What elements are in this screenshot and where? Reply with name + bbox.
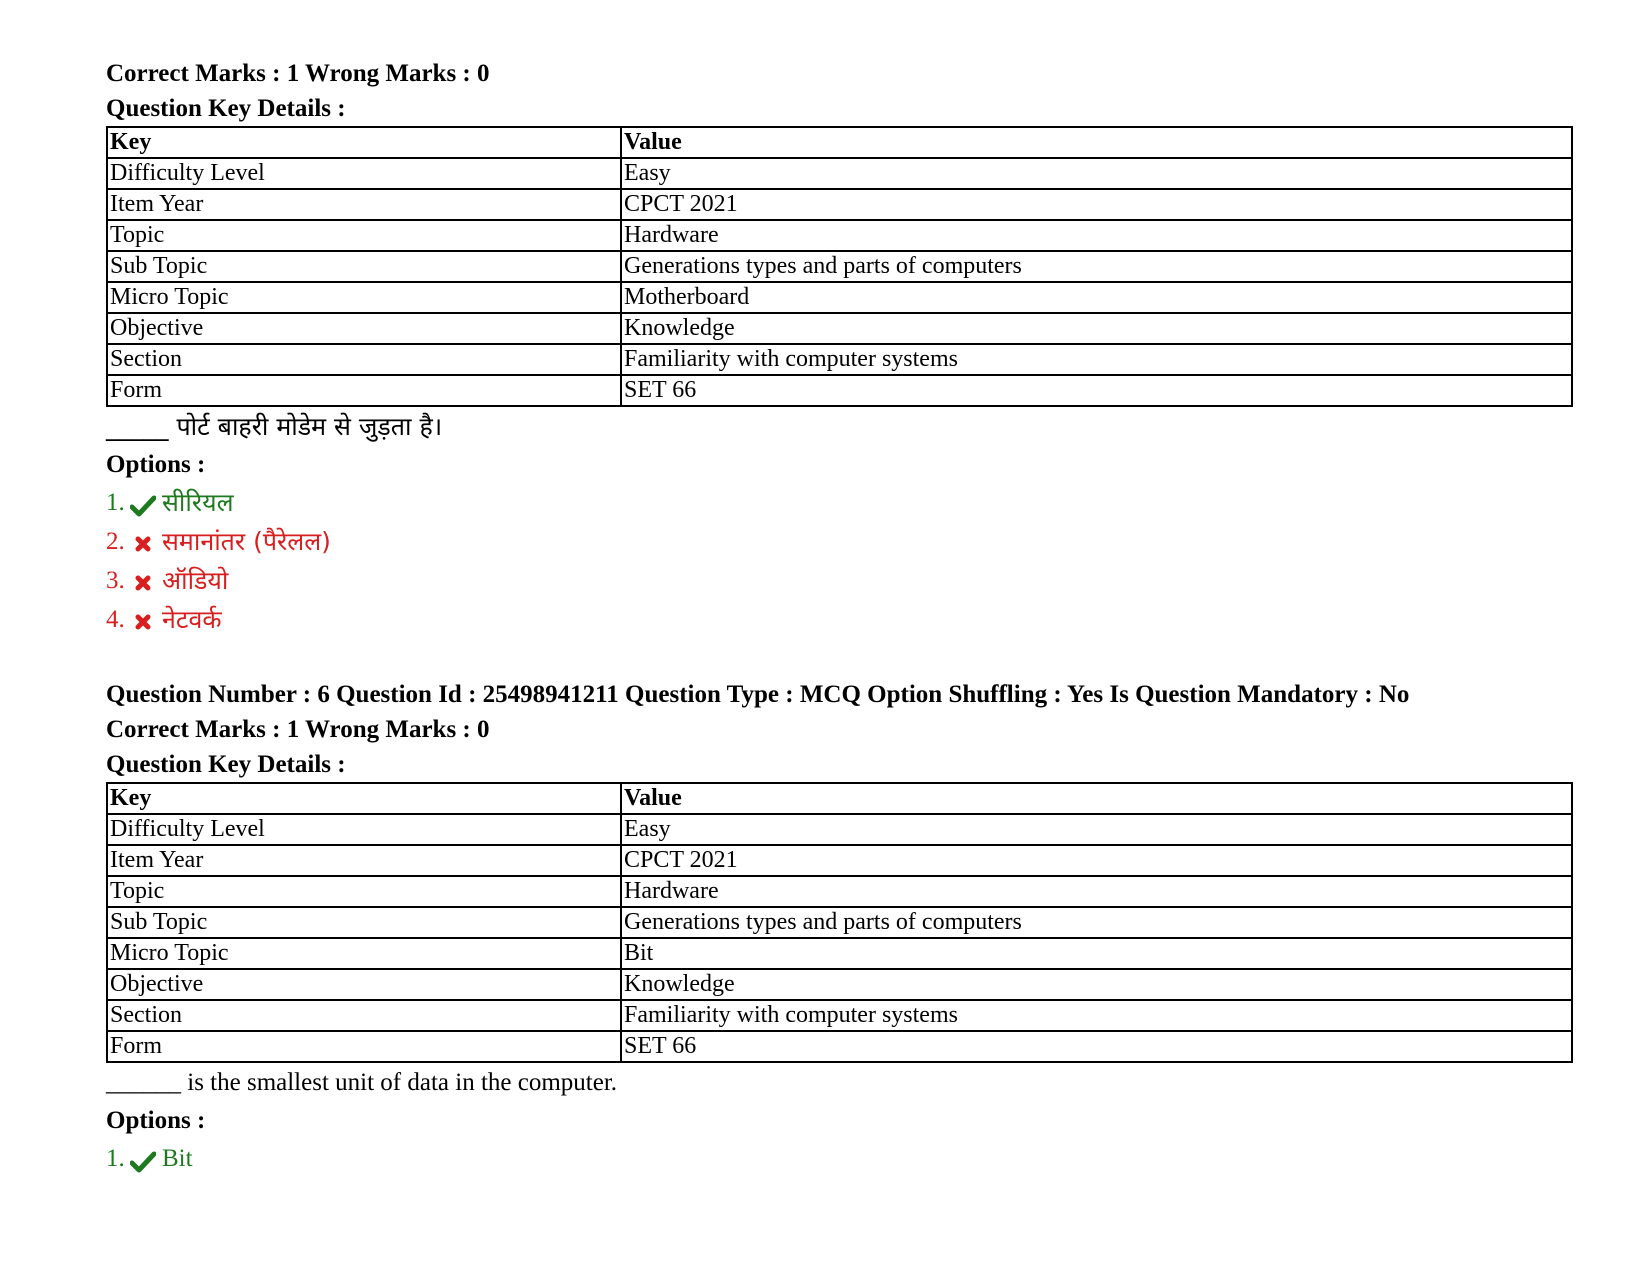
cross-icon — [130, 530, 158, 554]
option-text: समानांतर (पैरेलल) — [162, 527, 331, 556]
row-value: Familiarity with computer systems — [621, 1000, 1572, 1031]
row-key: Objective — [107, 969, 621, 1000]
row-key: Section — [107, 344, 621, 375]
row-value: Knowledge — [621, 313, 1572, 344]
question-text: ______ is the smallest unit of data in the computer. — [106, 1069, 618, 1096]
row-key: Form — [107, 375, 621, 406]
row-value: Familiarity with computer systems — [621, 344, 1572, 375]
table-header-row — [107, 783, 1572, 814]
header-key: Key — [107, 127, 621, 158]
option-1 — [106, 483, 1573, 522]
cross-icon — [130, 569, 158, 593]
row-key: Topic — [107, 876, 621, 907]
row-value: SET 66 — [621, 375, 1572, 406]
option-4 — [106, 600, 1573, 639]
question-block-5 — [106, 56, 1573, 639]
table-row — [107, 938, 1572, 969]
check-icon — [130, 491, 158, 515]
key-details-label: Question Key Details : — [106, 751, 346, 778]
row-value: Bit — [621, 938, 1572, 969]
table-row — [107, 189, 1572, 220]
row-key: Sub Topic — [107, 907, 621, 938]
row-key: Item Year — [107, 189, 621, 220]
row-value: Generations types and parts of computers — [621, 907, 1572, 938]
option-1 — [106, 1139, 1573, 1178]
table-row — [107, 344, 1572, 375]
header-value: Value — [621, 783, 1572, 814]
table-row — [107, 907, 1572, 938]
key-details-table — [106, 782, 1573, 1063]
table-row — [107, 1031, 1572, 1062]
option-number: 4. — [106, 606, 125, 633]
spacer — [106, 639, 1573, 677]
option-2 — [106, 522, 1573, 561]
option-text: नेटवर्क — [162, 605, 222, 634]
row-value: SET 66 — [621, 1031, 1572, 1062]
option-number: 3. — [106, 567, 125, 594]
page — [106, 56, 1573, 1178]
row-value: Easy — [621, 158, 1572, 189]
row-key: Micro Topic — [107, 282, 621, 313]
table-row — [107, 282, 1572, 313]
row-key: Difficulty Level — [107, 158, 621, 189]
row-key: Micro Topic — [107, 938, 621, 969]
row-key: Item Year — [107, 845, 621, 876]
row-key: Sub Topic — [107, 251, 621, 282]
option-number: 1. — [106, 489, 125, 516]
table-row — [107, 313, 1572, 344]
marks-line: Correct Marks : 1 Wrong Marks : 0 — [106, 60, 490, 87]
table-row — [107, 845, 1572, 876]
key-details-table — [106, 126, 1573, 407]
option-text: सीरियल — [162, 488, 234, 517]
header-value: Value — [621, 127, 1572, 158]
row-key: Difficulty Level — [107, 814, 621, 845]
row-value: Easy — [621, 814, 1572, 845]
option-number: 1. — [106, 1145, 125, 1172]
question-block-6 — [106, 677, 1573, 1178]
row-value: CPCT 2021 — [621, 845, 1572, 876]
question-header: Question Number : 6 Question Id : 25498941211 Question Type : MCQ Option Shuffling : Yes Is Question Mandatory : No — [106, 681, 1410, 708]
row-key: Section — [107, 1000, 621, 1031]
row-key: Form — [107, 1031, 621, 1062]
option-text: Bit — [162, 1145, 193, 1172]
row-key: Objective — [107, 313, 621, 344]
header-key: Key — [107, 783, 621, 814]
table-row — [107, 220, 1572, 251]
table-row — [107, 1000, 1572, 1031]
option-number: 2. — [106, 528, 125, 555]
table-row — [107, 876, 1572, 907]
options-label: Options : — [106, 1107, 206, 1134]
question-text: _____ पोर्ट बाहरी मोडेम से जुड़ता है। — [106, 412, 443, 441]
table-row — [107, 158, 1572, 189]
row-value: Hardware — [621, 876, 1572, 907]
option-text: ऑडियो — [162, 566, 229, 595]
marks-line: Correct Marks : 1 Wrong Marks : 0 — [106, 716, 490, 743]
key-details-label: Question Key Details : — [106, 95, 346, 122]
row-value: Generations types and parts of computers — [621, 251, 1572, 282]
row-key: Topic — [107, 220, 621, 251]
table-row — [107, 375, 1572, 406]
table-header-row — [107, 127, 1572, 158]
cross-icon — [130, 608, 158, 632]
options-label: Options : — [106, 451, 206, 478]
row-value: Knowledge — [621, 969, 1572, 1000]
row-value: Hardware — [621, 220, 1572, 251]
row-value: Motherboard — [621, 282, 1572, 313]
check-icon — [130, 1147, 158, 1171]
table-row — [107, 969, 1572, 1000]
option-3 — [106, 561, 1573, 600]
table-row — [107, 251, 1572, 282]
table-row — [107, 814, 1572, 845]
row-value: CPCT 2021 — [621, 189, 1572, 220]
